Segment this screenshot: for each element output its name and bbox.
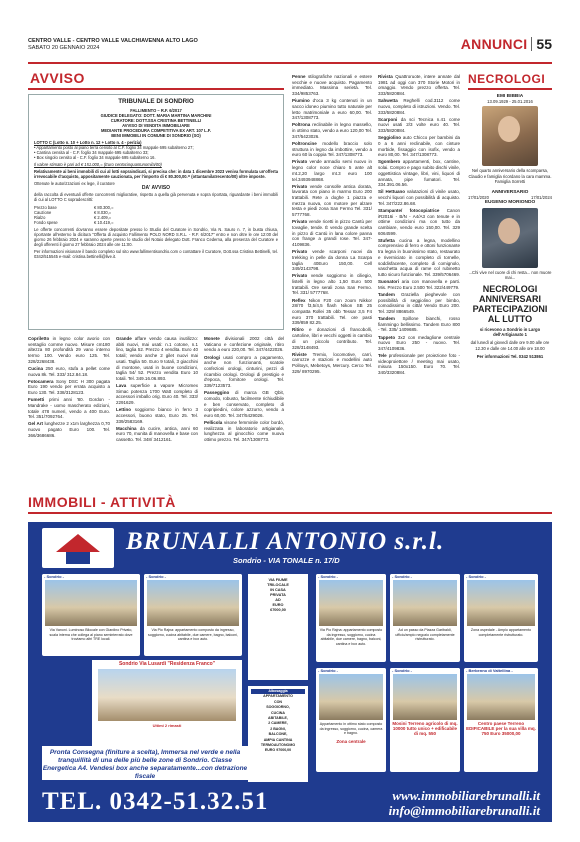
classified-ad: Suonatori aria con manovella e parti. Mis. Prezzo Euro 2.500 Tel. 322/449779. <box>378 279 460 290</box>
notice-paragraph: della raccolta di eventuali offerte concorrenti migliorative, rispetto a quella già pervenuta e sopra riportata, riguardante i beni immobili di cui al LOTTO C sopradescritti: <box>34 192 278 203</box>
obituary-text: ...Chi vive nel cuore di chi resta... non muore mai... <box>468 269 552 280</box>
classified-ad: Grande affare vendo causa inutilizzo: abiti nuovi, mai usati: n.1 cotone, n.1 lino, taglia 52. Prezzo 4 vendita. Euro 40 totali; vendo anche 2 gilet nuovi mai usati. Taglia 50. Euro 9 totali, 3 giacchini di montone, usati in buone condizioni, taglia 54/ 52. Prezzo vendita Euro 10 totali. Tel. 349.16.06.893. <box>116 336 198 381</box>
price-row: Cauzione € 8.030,= <box>34 209 112 215</box>
price-row: Rialzo € 2.409,= <box>34 214 112 220</box>
da-avviso: DA' AVVISO <box>141 184 171 191</box>
property-listing: - Sondrio - Appartamento in ottimo stato composto da ingresso, soggiorno, cucina, camera e bagno. Zona centrale <box>316 668 386 772</box>
obituary-name: EUGENIO MORIONDO <box>484 200 536 206</box>
notice-line: FALLIMENTO – R.F. 6/2017 <box>130 108 182 113</box>
featured-listing-albosaggia: Albosaggia APPARTAMENTO CON SOGGIORNO, CUCINA ABITABILE, 2 CAMERE, 2 BAGNI, BALCONE, AMPIA CANTINA TERMOAUTONOMO EURO 97000,00 <box>248 686 308 782</box>
classified-ad: Cucina 250 euro, stufa a pellet come nuova 8k. Tel. 333/ 312.84.18. <box>28 365 110 377</box>
property-photo <box>393 674 457 720</box>
price-table <box>34 205 278 225</box>
website-link[interactable]: www.immobiliarebrunalli.it <box>392 788 540 803</box>
property-photo <box>319 674 383 720</box>
email-link[interactable]: info@immobiliarebrunalli.it <box>388 803 540 818</box>
obituary-text: Nel quarto anniversario della scomparsa, Claudio e famiglia ricordano la cara mamma. Famiglia Sorretti <box>468 168 552 184</box>
header-divider <box>531 37 532 51</box>
property-listing: - Berbenno di Valtellina - Centro paese Terreno EDIFICABILE per la sua villa mq. 750 Euro 35000,00 <box>464 668 538 772</box>
property-listing: - Sondrio - Ad un passo da Piazza Garibaldi, ufficio/ampio negozio completamente ristrutturato. <box>390 574 460 662</box>
classified-ad: Fumetti primi anni '80. Gordon - Mandrake - uomo mascherato edizioni, totale 478 numeri, vendo a 400 Euro. Tel. 351/7092764. <box>28 397 110 420</box>
obituary-photo <box>482 106 538 166</box>
lotto-item: • Appartamento posto al piano terra censito al C.F. foglio 34 mappale 695 subalterno 27; <box>34 145 194 151</box>
classified-ad: Passeggino di marca GB Qbit, comodo, robusto, facilmente richiudibile e ben conservato, completo di copripiedini, colore azzurro, vendo a euro 60,00. Tel. 347/5429026. <box>204 390 284 418</box>
classified-ad: Tappeto 3x2 con medaglione centrale nuovo Euro 250 - nuovo. Tel. 347/4109836. <box>378 334 460 351</box>
price-row: Fondo spese € 10.419,= <box>34 219 114 225</box>
avviso-rule <box>28 88 284 90</box>
avviso-title: AVVISO <box>30 70 85 86</box>
necrologi-info: Per informazioni Tel. 0342 513861 <box>476 353 544 359</box>
notice-paragraph: Le offerte concorrenti dovranno essere depositate presso lo Studio del Curatore in Sondrio, Via N. Sauro n. 7, in busta chiusa, riportante all'esterno la dicitura "Offerta di acquisto Fallimento POLO NORD S.R.L. - R.F. 6/2017" entro e non oltre le ore 12:00 del giorno 26 febbraio 2024 e saranno aperte presso lo studio del Notaio delegato Dott. Franco Cederna, alla presenza del Curatore e degli offerenti il giorno 27 febbraio 2024 alle ore 11:00. <box>34 226 278 247</box>
property-photo <box>393 580 457 626</box>
necrologi-hours: dal lunedì al giovedì dalle ore 9.00 alle ore 12.30 e dalle ore 14.00 alle ore 18.00 <box>470 340 550 351</box>
brunalli-advert <box>28 522 552 822</box>
residenza-slogan: Pronta Consegna (finiture a scelta), Immersa nel verde e nella tranquillità di una delle più belle zone di Sondrio. Classe Energetica A4. Vendesi box anche separatamente...con detrazione fiscale <box>42 746 248 780</box>
lotto-head: LOTTO C (Lotto n. 10 + Lotto n. 12 + Lotto n. 4 - perizia) <box>34 140 142 146</box>
property-photo <box>467 674 535 720</box>
company-web <box>278 788 540 818</box>
obituary-dates: 13.09.1929 - 25.01.2016 <box>487 99 533 105</box>
classified-column-1 <box>28 336 110 486</box>
classified-ad: Lava superficie a vapore Micromex Simac potenza 1700 Watt completo di accessori imballo orig. Euro 40. Tel. 333/ 2291629. <box>116 383 198 406</box>
classified-ad: Poltrona reclinabile in legno massello, in ottimo stato, vendo a euro 120,00 Tel. 347/5423026. <box>292 122 372 139</box>
classified-ad: Penne stilografiche nazionali e estere vecchie e nuove acquisto. Pagamento immediato. Massima serietà. Tel. 334/9853763. <box>292 74 372 97</box>
header-date: SABATO 20 GENNAIO 2024 <box>28 45 100 51</box>
classified-ad: Reflex Nikon F20 con zoom Nikkor 28/70 f3,5/4,5 flash Nikon SB 25 compatta Rollei 35 obb Tessar 3,5 F4 euro 370 trattabili. Tel. ore pasti 339/859 82.25. <box>292 297 372 326</box>
company-name: BRUNALLI ANTONIO s.r.l. <box>126 528 445 555</box>
property-photo <box>319 580 383 626</box>
classified-ad: Sil Hettuano valutazioni di vinile usato, vecchi liquori con possibilità di acquisto. Tel. 347/222.86.68. <box>378 189 460 206</box>
classified-ad: Macchina da cucire, antica, anni 60 euro 70, munita di manovella e base con cassetto. Tel. 348/ 3412161. <box>116 425 198 443</box>
price-row: Prezzo base € 80.300,= <box>34 204 114 210</box>
page-number: 55 <box>536 36 552 52</box>
notice-line: AVVISO DI VENDITA IMMOBILIARE <box>122 123 190 129</box>
classified-ad: Tele professionale per proiezione foto - videoproiettore / meeting mai usato, misura 150x150. Euro 70. Tel. 340/3320884. <box>378 353 460 376</box>
lotto-item: • Box singolo censito al - C.F. foglio 34 mappale 695 subalterno 16. <box>34 155 156 161</box>
notice-line: CURATORE: DOTT.SSA CRISTINA BETTINELLI <box>110 118 202 124</box>
anniversary-head: ANNIVERSARIO <box>491 190 529 196</box>
header-line1: CENTRO VALLE - CENTRO VALLE VALCHIAVENNA ALTO LAGO <box>28 38 198 44</box>
classified-ad: Poltroncine modello braccio solo struttura in legno da imbottire, vendo a euro 60 la coppia Tel. 347/1308773. <box>292 140 372 158</box>
classified-column-5 <box>378 74 460 488</box>
obituary-name: EMI BIBBIA <box>496 94 524 99</box>
classified-column-3 <box>204 336 284 486</box>
residence-photo <box>98 669 236 721</box>
classified-ad: Piumino d'oca 3 kg contenuti in un sacco idoneo piumino tutto naturale per letto matrimoniale a euro 60,00. Tel. 347/1308773. <box>292 98 372 121</box>
house-logo-icon <box>42 528 114 568</box>
classified-ad: Stufetta cucina a legna, modellino comprensivo di ferro e ottoni funzionante tra legna in buonissimo stato, restaurato e riverniciato in completo di tornelle, soddisfacente, completo di comignolo, vaschetta acqua di rame col rubinetto tutto sicuro funzionale. Tel. 339/5706469. <box>378 237 460 277</box>
property-photo <box>467 580 535 626</box>
company-phone[interactable]: TEL. 0342-51.32.51 <box>42 788 269 815</box>
property-listing: - Sondrio - Via Pio Rajna: appartamento composto da ingresso, soggiorno, cucina abitabile, due camere, bagno, balconi, cantina e box auto. <box>316 574 386 662</box>
notice-paragraph: Per informazioni visionare il bando completo sul sito www.fallimentisondrio.com o contattare il Curatore, Dott.ssa Cristina Bettinelli, tel. 0342/515545 e-mail: cristina.bettinelli@live.it. <box>34 248 278 259</box>
classified-ad: Privato vende ricetti in pizzo Cantù per tovaglie, tende. È vendo grande scelta in pizzo di Cantù in lana colore panna con frange a grandi rose. Tel. 347-4109836. <box>292 219 372 248</box>
classified-ad: Lettino soggiorno bianco in ferro 3 accessori, buono stato, Euro 25. Tel. 339/2583169. <box>116 407 198 424</box>
classified-ad: Privato vende armadio semi nuovo in legno color noce chiaro 5 ante alt mt.2,20 largo mt.3 euro 100 tel.3493948868. <box>292 159 372 182</box>
notice-paragraph: Ottenute le autorizzazioni ex lege, il curatore <box>34 180 115 186</box>
necrologi-where: si ricevono a Sondrio in Largo dell'Artigianato 1 <box>479 327 541 338</box>
classified-ad: Privato vende scarponi nuovi da trekking in pelle da donna La Scarpa taglia 40Euro 150,00. Cell 349/2143798. <box>292 249 372 272</box>
property-listing: - Sondrio - Zona ospedale - Ampio appartamento completamente ristrutturato. <box>464 574 538 662</box>
tribunale-notice <box>28 94 284 330</box>
immobili-rule <box>28 512 552 514</box>
classified-ad: Privato vende consolle antica dorata, lavorata con piano in marmo Euro 200 trattabili. Rete a doghe 1 piazza e mezza nuova, con motore per alzare testa e piedi zona San Fermo Tel. 331/ 5777768. <box>292 183 372 218</box>
classified-column-4 <box>292 74 372 488</box>
property-photo <box>147 580 239 626</box>
classified-ad: Copriletto in legno color avorio con ventaglio comme nuovo. Misure cm180 altezza 80 profondità 29 vano interno termo 100. Vendo euro 125. Tel. 328/2268438. <box>28 336 110 364</box>
notice-line: GIUDICE DELEGATO: DOTT. MARIA MARTINA MARCHINI <box>100 113 212 119</box>
classified-ad: Monete divisionali 2002 città del Vaticano e confezione originale, ritiro vendo a euro 220,00. Tel. 347/4422026. <box>204 336 284 353</box>
lotto-item: • Cantina censita al - C.F. foglio 34 mappale 695 subalterno 33; <box>34 150 149 156</box>
featured-listing-via-fiume: VIA FIUME TRILOCALE IN CASA PRIVATA AD EURO 67000,00 <box>248 574 308 680</box>
necrologi-service-title: NECROLOGI ANNIVERSARI PARTECIPAZIONI AL LUTTO <box>472 284 548 325</box>
notice-paragraph: Relativamente ai beni immobili di cui al lotti sopraindicati, si precisa che: in data 1 dicembre 2023 veniva formulata un'offerta irrevocabile d'acquisto, appositamente cauzionata, per l'importo di € 80.300,00.= (ottantamilatrecento/00) oltre imposte. <box>34 168 278 179</box>
classified-ad: Fotocamera Sony DSC H 300 pagata Euro 190 vendo per errata acquisto a Euro 130. Tel. 338/3128123. <box>28 378 110 396</box>
classified-ad: Tandem Spillone bianchi, rosso fiammingo bellissimo. Tandem Euro 800 - Tel. 335/ 1409685. <box>378 316 460 333</box>
residenza-promo: Sondrio Via Lusardi "Residenza Franco" Ultimi 2 rimasti <box>92 660 242 762</box>
classified-ad: Seggiolino auto Chicco per bambini da 0 a 6 anni reclinabile, con cinture morbide, fissaggio con isofix, vendo a euro 80,00. Tel. 347/1308773. <box>378 135 460 158</box>
classified-ad: Gel Art lunghezze 2 x1m larghezza 0,70 nuovo pagato Euro 100. Tel. 366/3686686. <box>28 421 110 438</box>
notice-line: MEDIANTE PROCEDURA COMPETITIVA EX ART. 107 L.F. <box>100 128 211 134</box>
property-listing: - Sondrio - Via Vanoni. Luminoso Bilocale con Giardino Privato, scala interna che collega al piano seminterrato dove troviamo altri TRE locali. <box>42 574 140 656</box>
classified-ad: Tandem Graziella pieghevole con possibilità di seggiolino per bimbo, comodissimo in città! Vendo Euro 200. Tel. 329/ 8866549. <box>378 291 460 314</box>
classified-ad: Sgombero appartamenti, box, cantine, solai. Compro e pago subito dischi vinile, oggettistica vintage, libri, vini, liquori di annata, pipe fumatori. Tel. 334.391.06.56. <box>378 159 460 188</box>
classified-ad: Pellicola visone femminile color bordò, realizzata in laboratorio artigianale, lunghezza al ginocchio come nuova ottimo prezzo. Tel. 347/1308773. <box>204 420 284 443</box>
anniversary-dates: 17/01/2020 17/01/2024 <box>468 195 552 201</box>
property-listing: - Sondrio - Via Pio Rajna: appartamento composto da ingresso, soggiorno, cucina abitabile, due camere, bagno, balconi, cantina e box auto. <box>144 574 242 656</box>
section-name: ANNUNCI <box>460 36 528 52</box>
valore-stimato: Il valore stimato è pari ad € 151.000,= (Euro centocinquantunomila/00) <box>34 162 162 168</box>
classified-ad: Stampante/ fotocopiatrice Canon iR2016i - B/N - A4/A3 con tenute e in ottime condizioni ma con tutto da cambiare, vendo euro 150,00. Tel. 329 6064599. <box>378 207 460 236</box>
necrologi-title: NECROLOGI <box>468 72 546 86</box>
company-address: Sondrio - VIA TONALE n. 17/D <box>233 556 340 565</box>
property-photo <box>45 580 137 626</box>
property-listing: - Sondrio - Mosini Terreno agricolo di mq. 10000 tutto unico + edificabile di mq. 550 <box>390 668 460 772</box>
classified-ad: Sahwetta Reghelli cod.3112 come nuovo, completo di istruzioni. Vendo. Tel. 333/5820884. <box>378 98 460 115</box>
page-header <box>28 36 552 64</box>
notice-line: BENI IMMOBILI IN COMUNE DI SONDRIO (SO) <box>111 133 201 139</box>
necrologi-rule <box>468 88 552 90</box>
classified-ad: Rivista Quattroruote, intere annate dal 1981 ad oggi con 370 Storie Motori in omaggio. Vendo prezzo offerta. Tel. 333/5820884. <box>378 74 460 97</box>
immobili-title: IMMOBILI - ATTIVITÀ <box>28 494 176 510</box>
header-section <box>461 36 552 52</box>
classified-ad: Scarponi da sci Tecnica n.41 come nuovi usati 2/3 volte euro 40. Tel. 333/5820884. <box>378 116 460 134</box>
header-info <box>28 38 198 52</box>
necrologi-column <box>468 94 552 359</box>
classified-ad: Orologi usati compro a pagamento, anche non funzionanti, scatole confezioni orologi, cinturini, pezzi di ricambio orologi. Orologi di prestigio e d'epoca, fornitore orologi. Tel. 339/7123573. <box>204 354 284 389</box>
notice-title: TRIBUNALE DI SONDRIO <box>118 98 194 105</box>
classified-ad: Ritiro e donazioni di francobolli, cartoline, libri e vecchi oggetti in cambio di un piccolo contributo. Tel. 328/3148493. <box>292 327 372 350</box>
obituary-photo <box>482 208 538 268</box>
classified-ad: Riviste Tremix, locomotive, carri, carrozze e stazioni e modellini auto Politoys, Mebetoys, Mercury. Cerco Tel. 329/ 8970295. <box>292 351 372 374</box>
classified-column-2 <box>116 336 198 486</box>
classified-ad: Privato vende soggiorno in ciliegio, listelli in legno alto 1,50 Euro 500 trattabili. Ore serali zona San Fermo. Tel. 331/ 5777768. <box>292 273 372 296</box>
